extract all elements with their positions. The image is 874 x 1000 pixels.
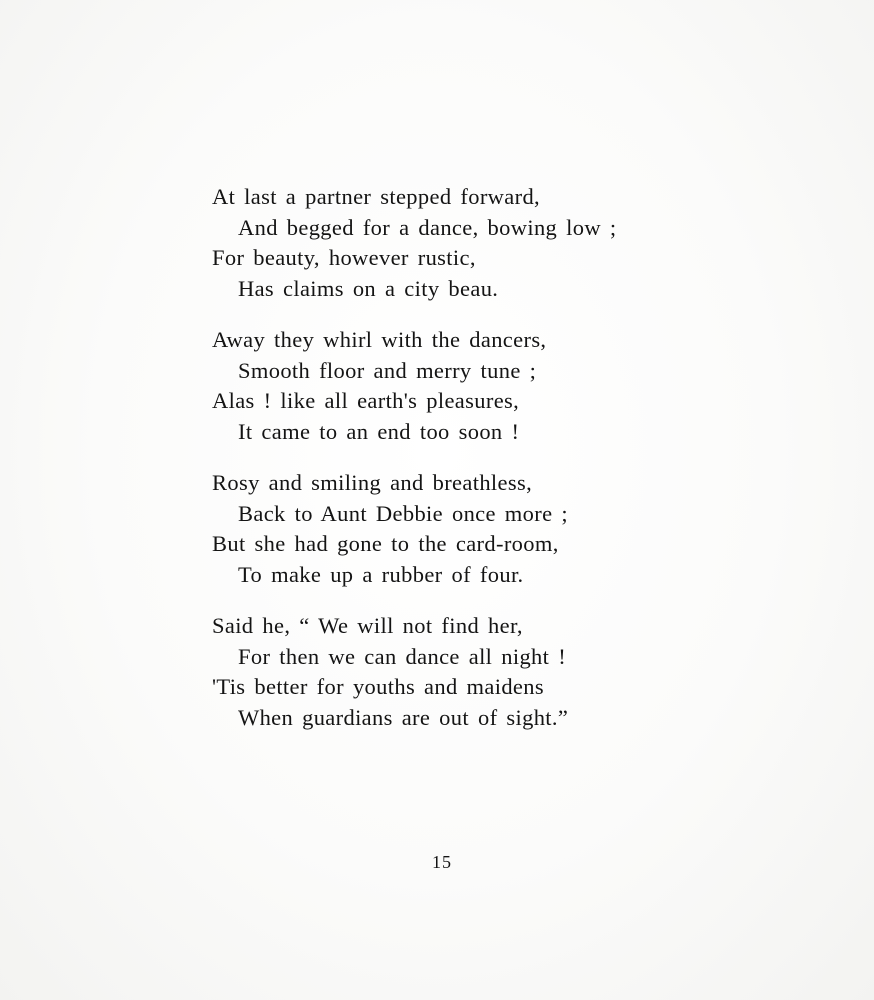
poem-line: Said he, “ We will not find her, [212,613,523,638]
poem-line: 'Tis better for youths and maidens [212,674,544,699]
poem-line: When guardians are out of sight.” [238,704,569,730]
poem-line: At last a partner stepped forward, [212,184,541,209]
poem-line: Rosy and smiling and breathless, [212,470,533,495]
poem-line: It came to an end too soon ! [238,418,520,444]
page-number: 15 [432,852,452,872]
poem-line: Away they whirl with the dancers, [212,327,547,352]
poem-line: Alas ! like all earth's pleasures, [212,388,520,413]
stanza-3 [212,468,832,590]
poem-line: And begged for a dance, bowing low ; [238,214,617,240]
poem-line: Has claims on a city beau. [238,275,499,301]
poem-line: Back to Aunt Debbie once more ; [238,500,569,526]
stanza-1 [212,182,832,304]
poem-line: But she had gone to the card-room, [212,531,559,556]
poem-line: For beauty, however rustic, [212,245,476,270]
stanza-2 [212,325,832,447]
poem-line: Smooth floor and merry tune ; [238,357,537,383]
poem [212,182,832,754]
poem-line: To make up a rubber of four. [238,561,524,587]
poem-line: For then we can dance all night ! [238,643,567,669]
stanza-4 [212,611,832,733]
